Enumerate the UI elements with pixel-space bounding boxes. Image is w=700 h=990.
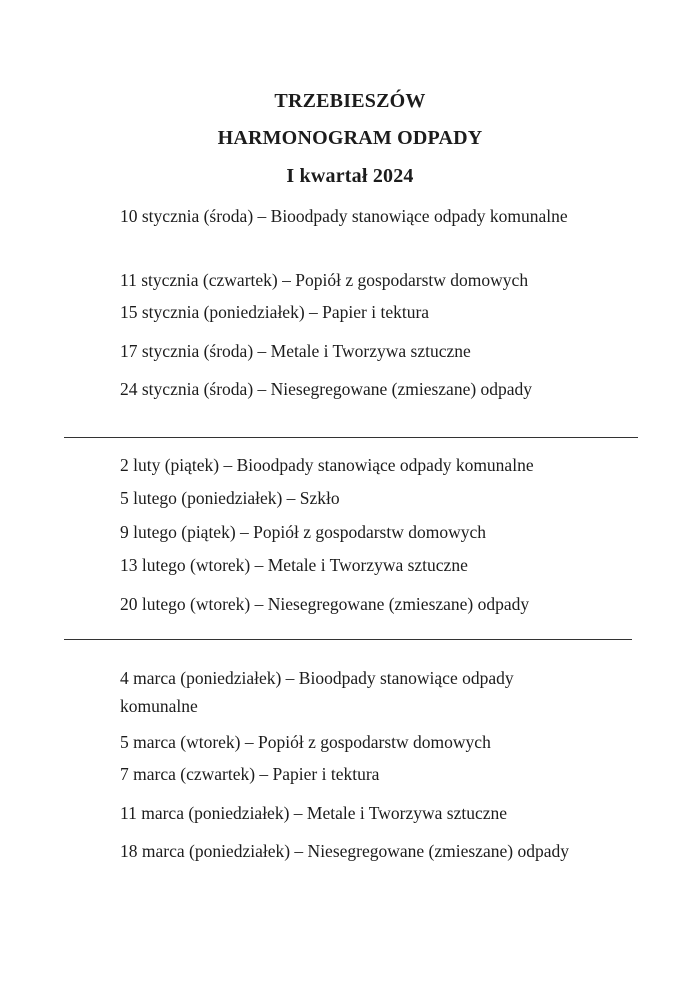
schedule-entry: 11 stycznia (czwartek) – Popiół z gospodarstw domowych bbox=[120, 270, 529, 290]
schedule-entry: 18 marca (poniedziałek) – Niesegregowane (zmieszane) odpady bbox=[120, 841, 569, 861]
schedule-entry: 2 luty (piątek) – Bioodpady stanowiące odpady komunalne bbox=[120, 455, 534, 475]
schedule-entry: 15 stycznia (poniedziałek) – Papier i tektura bbox=[120, 302, 430, 322]
schedule-entry: 9 lutego (piątek) – Popiół z gospodarstw domowych bbox=[120, 522, 486, 542]
schedule-entry: 5 lutego (poniedziałek) – Szkło bbox=[120, 488, 340, 508]
schedule-entry: 13 lutego (wtorek) – Metale i Tworzywa sztuczne bbox=[120, 555, 468, 575]
schedule-entry: 4 marca (poniedziałek) – Bioodpady stanowiące odpady komunalne bbox=[120, 668, 514, 716]
schedule-entry: 24 stycznia (środa) – Niesegregowane (zmieszane) odpady bbox=[120, 379, 533, 399]
section-divider bbox=[64, 437, 638, 438]
village-title: TRZEBIESZÓW bbox=[274, 90, 426, 112]
section-divider bbox=[64, 639, 632, 640]
schedule-entry: 7 marca (czwartek) – Papier i tektura bbox=[120, 764, 380, 784]
schedule-entry: 5 marca (wtorek) – Popiół z gospodarstw domowych bbox=[120, 732, 491, 752]
schedule-entry: 20 lutego (wtorek) – Niesegregowane (zmieszane) odpady bbox=[120, 594, 530, 614]
schedule-entry: 17 stycznia (środa) – Metale i Tworzywa sztuczne bbox=[120, 341, 471, 361]
schedule-entry: 11 marca (poniedziałek) – Metale i Tworzywa sztuczne bbox=[120, 803, 508, 823]
quarter-title: I kwartał 2024 bbox=[286, 165, 414, 187]
schedule-entry: 10 stycznia (środa) – Bioodpady stanowiące odpady komunalne bbox=[120, 206, 568, 226]
schedule-title: HARMONOGRAM ODPADY bbox=[217, 127, 483, 149]
